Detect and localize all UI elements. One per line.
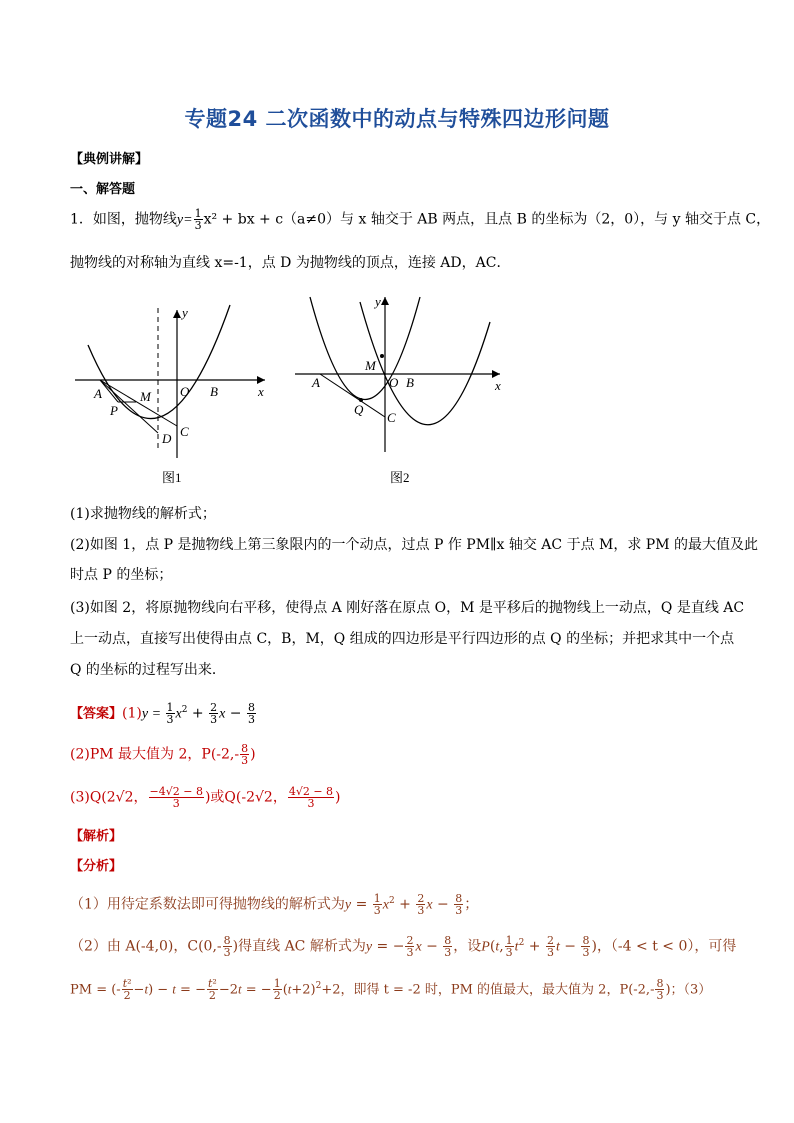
problem-line-1	[70, 207, 771, 232]
answer-2-end: )	[250, 746, 256, 763]
analysis-step-3c: )；（3）	[665, 982, 712, 998]
fig1-label-y: y	[182, 305, 188, 320]
fig2-label-m: M	[365, 358, 376, 373]
frac-s1-2: $\frac{2}{3}$	[417, 892, 425, 918]
fig2-caption: 图2	[390, 470, 410, 485]
frac-s2-1: $\frac{8}{3}$	[223, 934, 231, 960]
analysis-sub-tag: 【分析】	[70, 859, 123, 874]
answer-tag: 【答案】	[70, 706, 123, 722]
page-title: 专题24 二次函数中的动点与特殊四边形问题	[184, 107, 610, 131]
analysis-step-2: （2）由 A(-4,0)，C(0,- $\frac{8}{3}$ )得直线 AC 解析式为y = − $\frac{2}{3}$ x − $\frac{8}{3}$ ，设P(t, $\frac{1}{3}$ $t^2$ + $\frac{2}{3}$ t − $\frac{8}{3}$ )，（-4 < t < 0），可得	[70, 934, 737, 960]
frac-s3-4: $\frac{8}{3}$	[656, 977, 664, 1003]
fig1-caption: 图1	[162, 470, 182, 485]
answer-1: 【答案】(1)y = $\frac{1}{3}$ $x^2$ + $\frac{2}{3}$ x − $\frac{8}{3}$	[70, 701, 255, 727]
answer-2-text: (2)PM 最大值为 2，P(-2,-	[70, 746, 240, 763]
fig1-label-m: M	[140, 389, 151, 404]
answer-3	[70, 786, 730, 809]
frac-s2-4: $\frac{1}{3}$	[505, 934, 513, 960]
analysis-step-1-text: （1）用待定系数法即可得抛物线的解析式为	[70, 896, 345, 913]
answer-1-prefix: (1)	[122, 705, 142, 722]
fig1-label-b: B	[210, 384, 218, 399]
analysis-step-2b: )得直线 AC 解析式为	[232, 938, 366, 955]
question-3b: 上一动点，直接写出使得由点 C，B，M，Q 组成的四边形是平行四边形的点 Q 的坐标；并把求其中一个点	[70, 631, 735, 647]
frac-a1-2: $\frac{2}{3}$	[210, 701, 218, 727]
frac-a1-3: $\frac{8}{3}$	[247, 701, 255, 727]
analysis-step-3a: PM = (-	[70, 982, 121, 998]
question-3a: (3)如图 2，将原抛物线向右平移，使得点 A 刚好落在原点 O，M 是平移后的抛物线上一动点，Q 是直线 AC	[70, 600, 745, 616]
fig2-label-b: B	[406, 375, 414, 390]
frac-a2: $\frac{8}{3}$	[241, 742, 249, 767]
frac-s2-2: $\frac{2}{3}$	[406, 934, 414, 960]
frac-s2-6: $\frac{8}{3}$	[582, 934, 590, 960]
fig1-label-o: O	[180, 384, 190, 399]
fig2-label-q: Q	[354, 402, 364, 417]
fig1-label-c: C	[180, 424, 189, 439]
frac-s3-2: $\frac{\text{t²}}{2}$	[207, 977, 217, 1003]
fig1-label-d: D	[162, 431, 172, 446]
question-2a: (2)如图 1，点 P 是抛物线上第三象限内的一个动点，过点 P 作 PM∥x 轴交 AC 于点 M，求 PM 的最大值及此	[70, 537, 759, 553]
analysis-step-1: （1）用待定系数法即可得抛物线的解析式为y = $\frac{1}{3}$ $x^2$ + $\frac{2}{3}$ x − $\frac{8}{3}$ ；	[70, 892, 479, 918]
fig2-label-o: O	[389, 375, 399, 390]
question-1: (1)求抛物线的解析式；	[70, 506, 216, 522]
frac-a1-1: $\frac{1}{3}$	[166, 701, 174, 727]
frac-s3-1: $\frac{\text{t²}}{2}$	[122, 977, 132, 1003]
answer-1-eq: y =	[141, 706, 165, 722]
frac-one-third: $\frac{1}{3}$	[194, 207, 202, 232]
answer-3-prefix: (3)Q(2√2，	[70, 789, 148, 806]
section-example: 【典例讲解】	[70, 152, 149, 167]
question-2b: 时点 P 的坐标；	[70, 567, 173, 583]
fig2-label-c: C	[387, 410, 396, 425]
fig1-label-x: x	[258, 384, 264, 399]
frac-s3-3: $\frac{1}{2}$	[273, 977, 281, 1003]
analysis-step-3b: ，即得 t = -2 时，PM 的值最大，最大值为 2，P(-2,-	[340, 982, 655, 998]
answer-3-mid: )或Q(-2√2，	[204, 789, 287, 806]
eq-y: y=	[176, 212, 193, 228]
frac-s1-1: $\frac{1}{3}$	[373, 892, 381, 918]
analysis-step-2d: ，（-4 < t < 0），可得	[596, 938, 737, 955]
fig2-label-x: x	[495, 378, 501, 393]
problem-eq-rest: x² + bx + c（a≠0）与 x 轴交于 AB 两点，且点 B 的坐标为（2，0），与 y 轴交于点 C，	[203, 211, 771, 228]
analysis-step-3: PM = (- $\frac{\text{t²}}{2}$ −t) − t = − $\frac{\text{t²}}{2}$ −2t = − $\frac{1}{2}$ $(t+2)^2+2$，即得 t = -2 时，PM 的值最大，最大值为 2，P(-2,- $\frac{8}{3}$ )；（3）	[70, 977, 712, 1003]
figure-2	[290, 292, 510, 490]
question-3c: Q 的坐标的过程写出来．	[70, 662, 226, 678]
frac-s1-3: $\frac{8}{3}$	[455, 892, 463, 918]
fig1-label-p: P	[110, 403, 118, 418]
analysis-step-2a: （2）由 A(-4,0)，C(0,-	[70, 938, 222, 955]
analysis-tag: 【解析】	[70, 829, 123, 844]
problem-intro: 1．如图，抛物线	[70, 211, 177, 228]
answer-3-end: )	[335, 789, 341, 806]
problem-line-2: 抛物线的对称轴为直线 x=-1，点 D 为抛物线的顶点，连接 AD，AC．	[70, 255, 511, 271]
section-type: 一、解答题	[70, 182, 136, 197]
frac-a3-1: $\frac{-4√2 - 8}{3}$	[149, 785, 203, 810]
fig2-label-y: y	[375, 294, 381, 309]
frac-a3-2: $\frac{4√2 - 8}{3}$	[288, 785, 334, 810]
figure-1	[70, 300, 270, 490]
analysis-step-2c: ，设	[453, 938, 482, 955]
fig2-label-a: A	[312, 375, 320, 390]
fig1-label-a: A	[94, 386, 102, 401]
answer-2	[70, 743, 730, 766]
frac-s2-3: $\frac{8}{3}$	[444, 934, 452, 960]
frac-s2-5: $\frac{2}{3}$	[546, 934, 554, 960]
